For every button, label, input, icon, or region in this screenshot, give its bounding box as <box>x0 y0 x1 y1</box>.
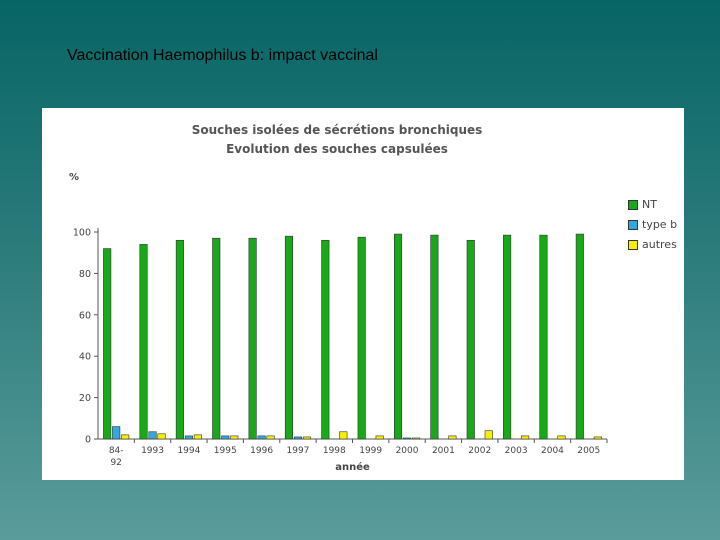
chart-title: Souches isolées de sécrétions bronchiques <box>191 123 483 137</box>
bar-type-b <box>222 436 230 439</box>
slide-title: Vaccination Haemophilus b: impact vaccinal <box>67 47 378 64</box>
bar-type-b <box>403 438 411 439</box>
bar-nt <box>503 235 511 439</box>
legend-swatch-nt <box>628 200 638 210</box>
legend-item-autres <box>628 234 677 254</box>
bar-chart <box>42 108 684 480</box>
x-tick-label: 1997 <box>286 446 310 456</box>
chart-subtitle: Evolution des souches capsulées <box>226 142 448 156</box>
y-tick-label: 0 <box>84 434 91 446</box>
x-tick-label: 1996 <box>250 446 274 456</box>
bar-autres <box>521 436 529 439</box>
x-tick-label: 1993 <box>141 446 164 456</box>
y-tick-label: 100 <box>72 227 91 239</box>
legend-label-nt: NT <box>642 198 657 211</box>
x-tick-label: 2002 <box>468 446 492 456</box>
legend-label-autres: autres <box>642 238 677 251</box>
x-tick-label: 2003 <box>504 446 528 456</box>
bar-autres <box>303 437 311 439</box>
bar-autres <box>412 438 420 439</box>
legend-item-type-b <box>628 214 677 234</box>
bar-autres <box>231 436 239 439</box>
x-tick-label: 1994 <box>177 446 201 456</box>
bar-nt <box>322 240 330 439</box>
bar-nt <box>540 235 548 439</box>
x-tick-label: 1999 <box>359 446 383 456</box>
bar-autres <box>449 436 457 439</box>
x-tick-label: 2004 <box>541 446 564 456</box>
legend <box>628 194 677 254</box>
y-axis-unit-label: % <box>69 172 80 183</box>
bar-nt <box>431 235 439 439</box>
bar-autres <box>121 435 129 439</box>
bar-type-b <box>294 437 302 439</box>
bar-autres <box>558 436 566 439</box>
bar-autres <box>340 432 348 439</box>
chart-panel <box>42 108 684 480</box>
bar-nt <box>285 236 293 439</box>
legend-swatch-autres <box>628 240 638 250</box>
bar-type-b <box>258 436 266 439</box>
x-tick-label: 84- <box>108 446 124 456</box>
bar-nt <box>176 240 184 439</box>
bar-nt <box>358 237 366 439</box>
bar-autres <box>267 436 275 439</box>
bar-nt <box>213 238 221 439</box>
bar-type-b <box>149 432 157 439</box>
y-tick-label: 40 <box>78 351 91 363</box>
x-tick-label: 2000 <box>395 446 419 456</box>
y-tick-label: 20 <box>78 393 91 405</box>
bar-nt <box>576 234 584 439</box>
legend-swatch-type-b <box>628 220 638 230</box>
legend-item-nt <box>628 194 677 214</box>
x-tick-label: 2005 <box>577 446 601 456</box>
y-tick-label: 60 <box>78 310 91 322</box>
bar-nt <box>394 234 402 439</box>
bar-autres <box>485 431 493 439</box>
legend-label-type-b: type b <box>642 218 678 231</box>
x-tick-label: 1998 <box>322 446 346 456</box>
x-tick-label: 1995 <box>213 446 237 456</box>
bar-type-b <box>185 436 193 439</box>
bar-nt <box>103 249 111 439</box>
bar-nt <box>249 238 257 439</box>
bar-type-b <box>112 427 120 439</box>
bar-autres <box>158 434 166 439</box>
bar-autres <box>594 437 602 439</box>
bar-autres <box>194 435 202 439</box>
x-tick-label: 92 <box>110 458 122 468</box>
bar-nt <box>467 240 475 439</box>
bar-nt <box>140 244 148 439</box>
bar-autres <box>376 436 384 439</box>
x-axis-label: année <box>335 462 370 473</box>
x-tick-label: 2001 <box>431 446 455 456</box>
y-tick-label: 80 <box>78 268 91 280</box>
